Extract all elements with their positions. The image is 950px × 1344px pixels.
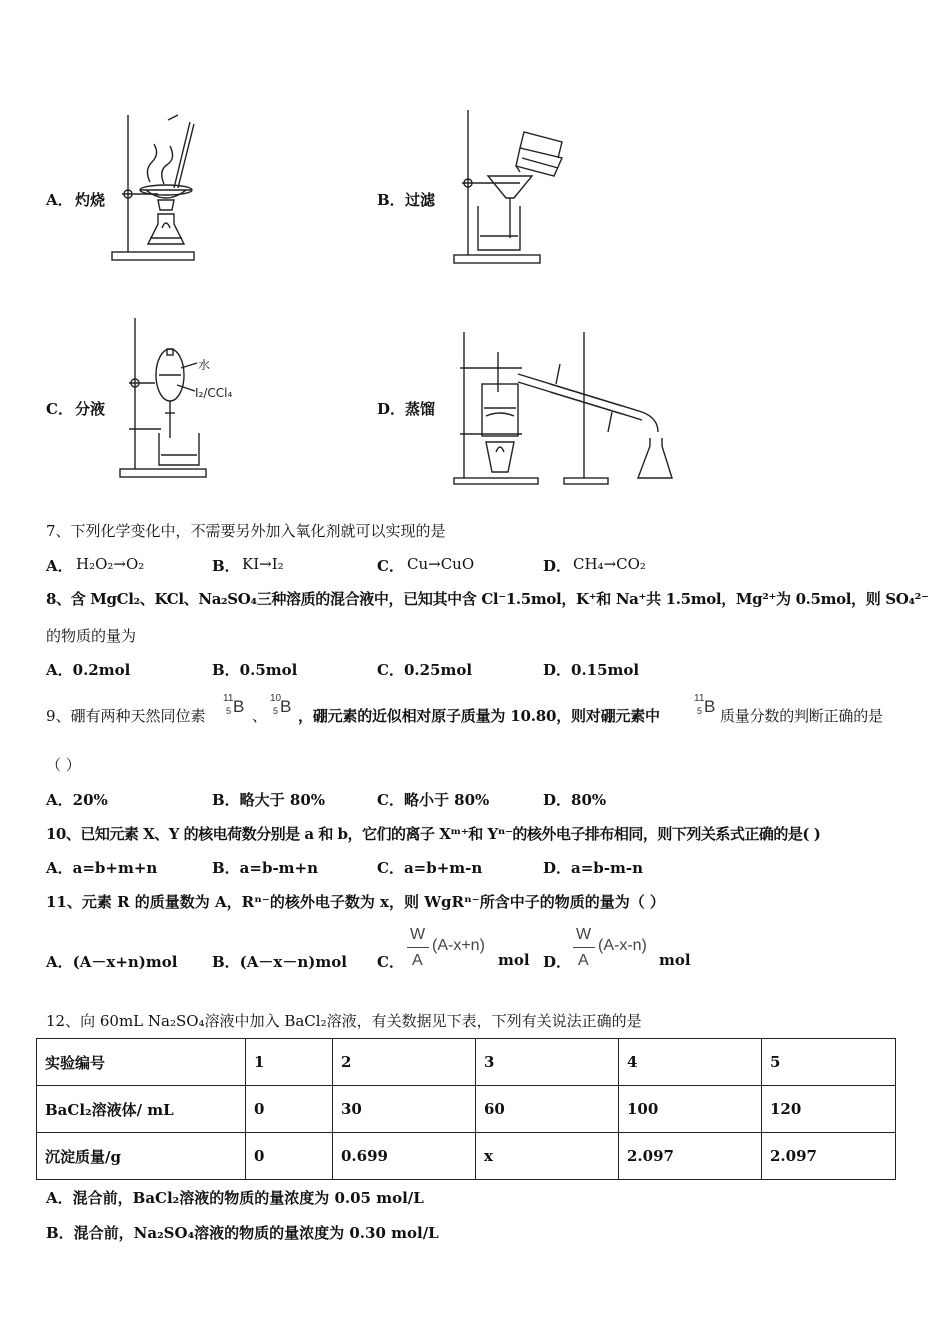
- q7-option-d-letter: D．: [543, 557, 572, 575]
- q7-option-a-letter: A．: [46, 557, 73, 575]
- table-row: [37, 1086, 896, 1133]
- table-row: [37, 1133, 896, 1180]
- table-cell: BaCl₂溶液体/ mL: [37, 1086, 246, 1133]
- option-d-name: 蒸馏: [405, 400, 436, 418]
- table-cell: 3: [476, 1039, 619, 1086]
- table-cell: 120: [762, 1086, 896, 1133]
- table-cell: 30: [333, 1086, 476, 1133]
- fraction-bar-d: [573, 947, 595, 948]
- option-d-letter: D．: [377, 400, 406, 418]
- q11-stem: 11、元素 R 的质量数为 A，Rⁿ⁻的核外电子数为 x，则 WgRⁿ⁻所含中子的物质的量为（ ）: [46, 893, 665, 911]
- table-cell: 沉淀质量/g: [37, 1133, 246, 1180]
- q11-option-c-numerator: W: [410, 926, 426, 943]
- q7-option-b: KI→I₂: [242, 555, 284, 573]
- q11-option-d-denominator: A: [578, 952, 589, 969]
- option-b-letter: B．: [377, 191, 405, 209]
- table-cell: 2.097: [762, 1133, 896, 1180]
- table-cell: 1: [246, 1039, 333, 1086]
- option-b-name: 过滤: [405, 191, 436, 209]
- label-water: 水: [198, 358, 211, 372]
- table-cell: 2: [333, 1039, 476, 1086]
- q8-option-b: B．0.5mol: [212, 661, 298, 679]
- table-cell: x: [476, 1133, 619, 1180]
- q10-option-d: D．a=b-m-n: [543, 859, 644, 877]
- q11-option-d-letter: D．: [543, 953, 572, 971]
- q11-option-c-unit: mol: [498, 951, 530, 969]
- q10-stem: 10、已知元素 X、Y 的核电荷数分别是 a 和 b，它们的离子 Xᵐ⁺和 Yⁿ⁻的核外电子排布相同，则下列关系式正确的是( ): [46, 825, 821, 843]
- q8-option-c: C．0.25mol: [377, 661, 473, 679]
- label-iodine-ccl4: I₂/CCl₄: [195, 386, 233, 400]
- q11-option-d-numerator: W: [576, 926, 592, 943]
- option-c-letter: C．: [46, 400, 73, 418]
- experiment-data-table: [36, 1038, 896, 1180]
- fraction-bar-c: [407, 947, 429, 948]
- q11-option-d-unit: mol: [659, 951, 691, 969]
- q12-option-b: B．混合前，Na₂SO₄溶液的物质的量浓度为 0.30 mol/L: [46, 1224, 439, 1242]
- burning-apparatus-diagram: [108, 110, 218, 265]
- option-c-name: 分液: [75, 400, 106, 418]
- q11-option-c-expr: (A-x+n): [432, 937, 485, 954]
- q11-option-b: B．(A－x－n)mol: [212, 953, 347, 971]
- q7-option-a: H₂O₂→O₂: [76, 555, 145, 573]
- table-cell: 100: [619, 1086, 762, 1133]
- q10-option-b: B．a=b-m+n: [212, 859, 319, 877]
- q9-stem-part3: 质量分数的判断正确的是: [720, 707, 883, 725]
- q9-option-c: C．略小于 80%: [377, 791, 490, 809]
- table-cell: 4: [619, 1039, 762, 1086]
- q7-stem: 7、下列化学变化中，不需要另外加入氧化剂就可以实现的是: [46, 522, 446, 540]
- q8-option-d: D．0.15mol: [543, 661, 640, 679]
- q11-option-c-letter: C．: [377, 953, 404, 971]
- q9-answer-paren: （ ）: [46, 756, 81, 774]
- q9-stem-part2: ，硼元素的近似相对原子质量为 10.80，则对硼元素中: [298, 707, 660, 725]
- q10-option-c: C．a=b+m-n: [377, 859, 483, 877]
- distillation-apparatus-diagram: [452, 322, 682, 490]
- q10-option-a: A．a=b+m+n: [46, 859, 158, 877]
- q11-option-c-denominator: A: [412, 952, 423, 969]
- q9-option-b: B．略大于 80%: [212, 791, 326, 809]
- table-row: [37, 1039, 896, 1086]
- table-cell: 5: [762, 1039, 896, 1086]
- q9-stem-part1: 9、硼有两种天然同位素: [46, 707, 206, 725]
- table-cell: 60: [476, 1086, 619, 1133]
- q11-option-d-expr: (A-x-n): [598, 937, 647, 954]
- q9-separator: 、: [252, 707, 268, 725]
- filtration-apparatus-diagram: [450, 108, 575, 268]
- table-cell: 0: [246, 1086, 333, 1133]
- option-a-letter: A．: [46, 191, 73, 209]
- table-cell: 实验编号: [37, 1039, 246, 1086]
- q7-option-c: Cu→CuO: [407, 555, 475, 573]
- table-cell: 0.699: [333, 1133, 476, 1180]
- table-cell: 2.097: [619, 1133, 762, 1180]
- q8-stem-line1: 8、含 MgCl₂、KCl、Na₂SO₄三种溶质的混合液中，已知其中含 Cl⁻1.5mol，K⁺和 Na⁺共 1.5mol，Mg²⁺为 0.5mol，则 SO₄²⁻: [46, 590, 929, 608]
- separatory-funnel-diagram: [115, 313, 245, 483]
- q7-option-b-letter: B．: [212, 557, 240, 575]
- q7-option-d: CH₄→CO₂: [573, 555, 646, 573]
- q12-stem: 12、向 60mL Na₂SO₄溶液中加入 BaCl₂溶液，有关数据见下表，下列有关说法正确的是: [46, 1012, 642, 1030]
- q8-stem-line2: 的物质的量为: [46, 627, 137, 645]
- q8-option-a: A．0.2mol: [46, 661, 131, 679]
- q11-option-a: A．(A－x+n)mol: [46, 953, 178, 971]
- option-a-name: 灼烧: [75, 191, 106, 209]
- q9-option-d: D．80%: [543, 791, 607, 809]
- q7-option-c-letter: C．: [377, 557, 404, 575]
- table-cell: 0: [246, 1133, 333, 1180]
- q9-option-a: A．20%: [46, 791, 108, 809]
- q12-option-a: A．混合前，BaCl₂溶液的物质的量浓度为 0.05 mol/L: [46, 1189, 424, 1207]
